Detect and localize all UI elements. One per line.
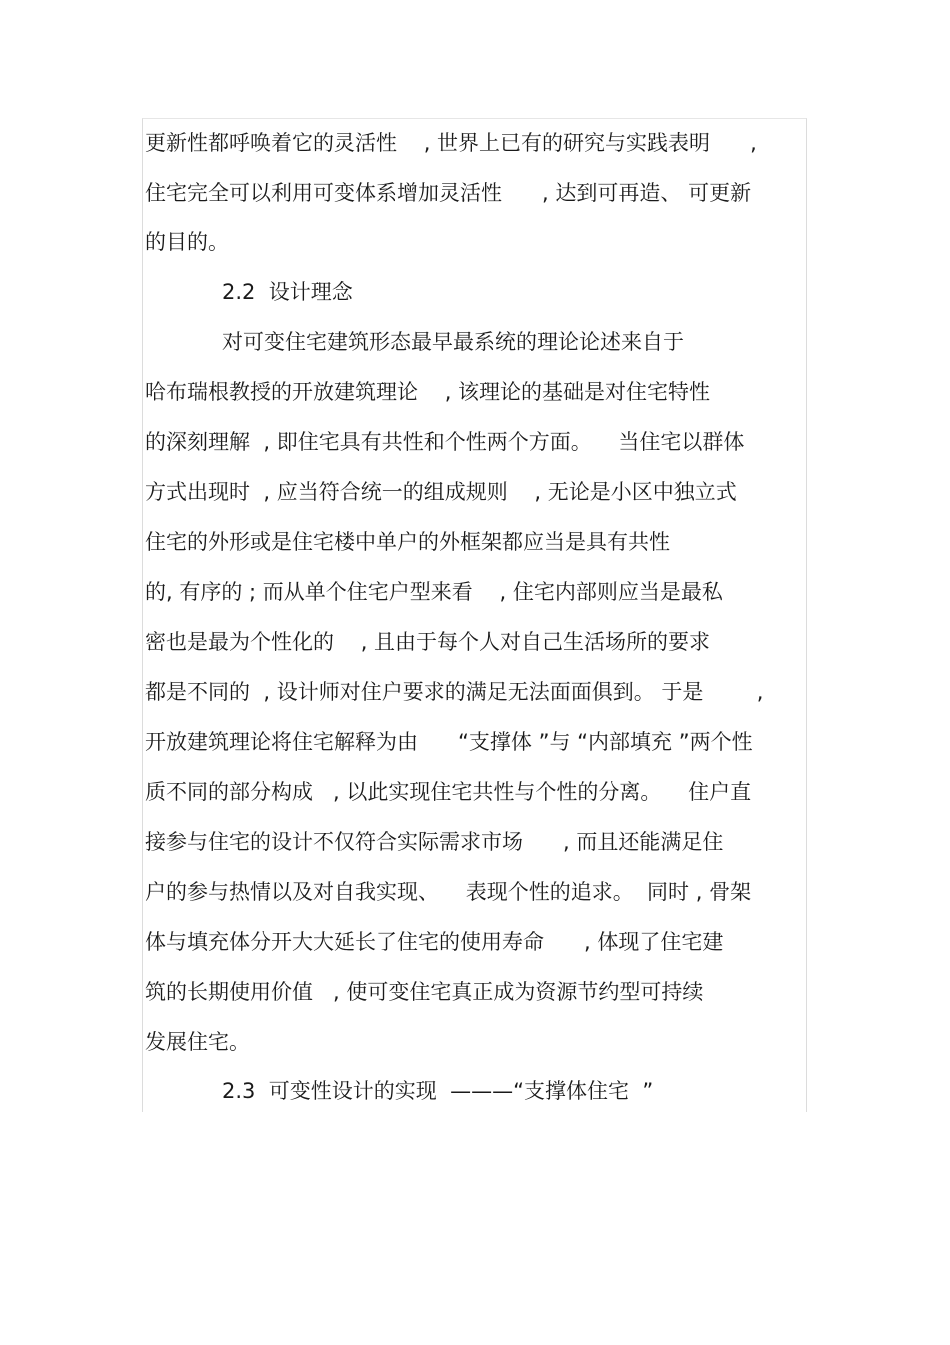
body-text-line: 质不同的部分构成 , 以此实现住宅共性与个性的分离。 住户直 <box>145 780 752 804</box>
body-text-line: 密也是最为个性化的 , 且由于每个人对自己生活场所的要求 <box>145 630 711 654</box>
body-text-line: 更新性都呼唤着它的灵活性 , 世界上已有的研究与实践表明 , <box>145 131 757 155</box>
body-text-line: 发展住宅。 <box>145 1030 250 1054</box>
body-text-line: 方式出现时 , 应当符合统一的组成规则 , 无论是小区中独立式 <box>145 480 737 504</box>
section-heading-2-3: 2.3 可变性设计的实现 ———“支撑体住宅 ” <box>222 1079 654 1103</box>
body-text-line: 的目的。 <box>145 230 229 254</box>
body-text-line: 接参与住宅的设计不仅符合实际需求市场 , 而且还能满足住 <box>145 830 724 854</box>
body-text-line: 体与填充体分开大大延长了住宅的使用寿命 , 体现了住宅建 <box>145 930 724 954</box>
body-text-line: 住宅完全可以利用可变体系增加灵活性 , 达到可再造、 可更新 <box>145 181 752 205</box>
body-text-line: 住宅的外形或是住宅楼中单户的外框架都应当是具有共性 <box>145 530 670 554</box>
body-text-line: 的深刻理解 , 即住宅具有共性和个性两个方面。 当住宅以群体 <box>145 430 745 454</box>
body-text-line: 开放建筑理论将住宅解释为由 “支撑体 ”与 “内部填充 ”两个性 <box>145 730 753 754</box>
body-text-line: 的, 有序的 ; 而从单个住宅户型来看 , 住宅内部则应当是最私 <box>145 580 723 604</box>
body-text-line: 对可变住宅建筑形态最早最系统的理论论述来自于 <box>222 330 684 354</box>
body-text-line: 户的参与热情以及对自我实现、 表现个性的追求。 同时 , 骨架 <box>145 880 752 904</box>
body-text-line: 哈布瑞根教授的开放建筑理论 , 该理论的基础是对住宅特性 <box>145 380 711 404</box>
section-heading-2-2: 2.2 设计理念 <box>222 280 353 304</box>
page-frame <box>142 118 807 1112</box>
body-text-line: 都是不同的 , 设计师对住户要求的满足无法面面俱到。 于是 , <box>145 680 764 704</box>
body-text-line: 筑的长期使用价值 , 使可变住宅真正成为资源节约型可持续 <box>145 980 704 1004</box>
